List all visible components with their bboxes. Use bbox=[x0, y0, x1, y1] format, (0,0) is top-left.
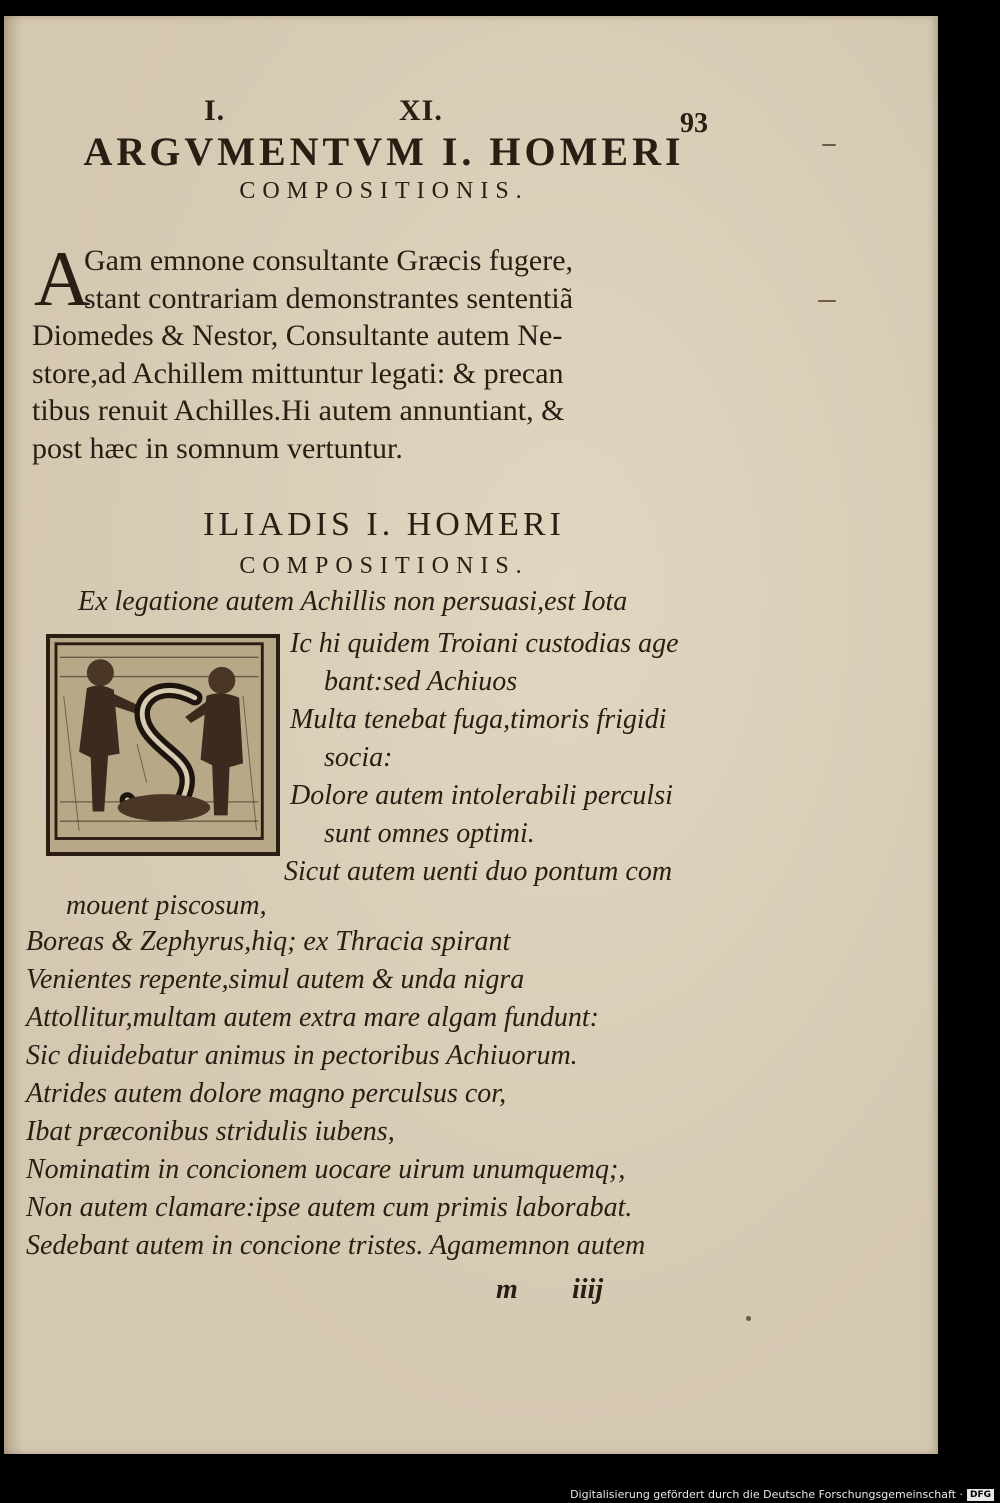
argument-line: stant contrariam demonstrantes sententiã bbox=[84, 282, 574, 315]
verse-line: Dolore autem intolerabili perculsi bbox=[290, 780, 673, 811]
iliad-subtitle: COMPOSITIONIS. bbox=[239, 553, 529, 579]
argument-line: Gam emnone consultante Græcis fugere, bbox=[84, 244, 574, 277]
argument-line: store,ad Achillem mittuntur legati: & precan bbox=[32, 357, 564, 390]
argument-line: post hæc in somnum vertuntur. bbox=[32, 432, 403, 465]
catchword-number: iiij bbox=[572, 1274, 604, 1305]
signature-mark-left: I. bbox=[204, 94, 226, 127]
verse-line: Attollitur,multam autem extra mare algam fundunt: bbox=[26, 1002, 599, 1033]
argument-line: tibus renuit Achilles.Hi autem annuntiant, & bbox=[32, 394, 565, 427]
digitization-credit bbox=[570, 1488, 994, 1501]
verse-line: socia: bbox=[324, 742, 393, 773]
catchword-signature: m bbox=[496, 1274, 518, 1305]
verse-line: Ic hi quidem Troiani custodias age bbox=[290, 628, 679, 659]
signature-mark-center: XI. bbox=[399, 94, 443, 127]
verse-line: Non autem clamare:ipse autem cum primis laborabat. bbox=[26, 1192, 633, 1223]
verse-line: mouent piscosum, bbox=[66, 890, 267, 921]
verse-line: Sic diuidebatur animus in pectoribus Achiuorum. bbox=[26, 1040, 578, 1071]
argument-line: Diomedes & Nestor, Consultante autem Ne- bbox=[32, 319, 563, 352]
verse-line: Sedebant autem in concione tristes. Agamemnon autem bbox=[26, 1230, 646, 1261]
paper-speck bbox=[822, 144, 836, 146]
verse-line: Boreas & Zephyrus,hiq; ex Thracia spirant bbox=[26, 926, 511, 957]
paper-speck bbox=[746, 1316, 751, 1321]
woodcut-illustration bbox=[50, 638, 276, 852]
folio-number: 93 bbox=[680, 108, 708, 139]
iliad-title: ILIADIS I. HOMERI bbox=[203, 506, 565, 543]
drop-cap-initial: A bbox=[34, 235, 91, 322]
verse-line: sunt omnes optimi. bbox=[324, 818, 535, 849]
argument-title: ARGVMENTVM I. HOMERI bbox=[83, 129, 685, 174]
verse-line: Venientes repente,simul autem & unda nigra bbox=[26, 964, 525, 995]
verse-line: bant:sed Achiuos bbox=[324, 666, 518, 697]
dfg-logo-icon: DFG bbox=[967, 1489, 994, 1501]
verse-line: Ibat præconibus stridulis iubens, bbox=[26, 1116, 395, 1147]
argument-subtitle: COMPOSITIONIS. bbox=[239, 178, 529, 204]
verse-line: Multa tenebat fuga,timoris frigidi bbox=[290, 704, 667, 735]
verse-line: Nominatim in concionem uocare uirum unumquemq;, bbox=[26, 1154, 626, 1185]
verse-line: Ex legatione autem Achillis non persuasi,est Iota bbox=[78, 586, 628, 617]
verse-line: Sicut autem uenti duo pontum com bbox=[284, 856, 673, 887]
credit-text: Digitalisierung gefördert durch die Deutsche Forschungsgemeinschaft · bbox=[570, 1488, 963, 1501]
book-page bbox=[4, 16, 938, 1454]
verse-line: Atrides autem dolore magno perculsus cor, bbox=[26, 1078, 507, 1109]
woodcut-initial-icon bbox=[46, 634, 280, 856]
paper-speck bbox=[818, 300, 836, 302]
